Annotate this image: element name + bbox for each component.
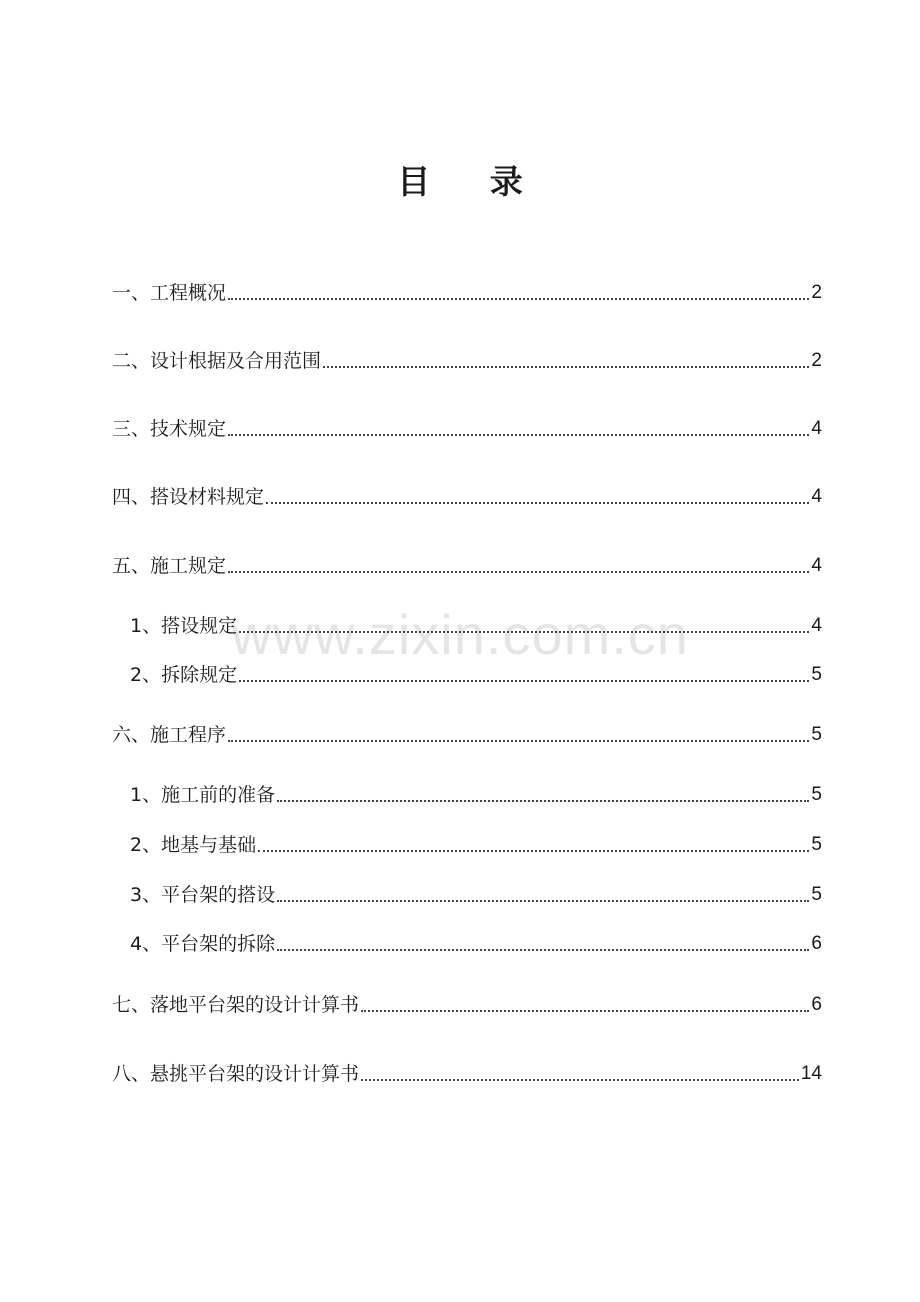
toc-subentry[interactable] [130, 660, 822, 690]
toc-entry-page: 5 [811, 664, 822, 685]
toc-entry-label: 2、拆除规定 [130, 664, 238, 686]
toc-entry-label: 五、施工规定 [112, 555, 227, 577]
toc-entry-label: 三、技术规定 [112, 418, 227, 440]
toc-entry-label: 七、落地平台架的设计计算书 [112, 994, 360, 1016]
dot-leader [228, 298, 809, 300]
dot-leader [277, 900, 809, 902]
toc-entry-label: 3、平台架的搭设 [130, 884, 276, 906]
toc-entry[interactable] [112, 551, 822, 581]
toc-entry-label: 2、地基与基础 [130, 834, 257, 856]
toc-entry[interactable] [112, 482, 822, 512]
dot-leader [323, 366, 809, 368]
toc-entry-page: 5 [811, 784, 822, 805]
toc-entry[interactable] [112, 414, 822, 444]
toc-entry-page: 14 [800, 1063, 822, 1084]
toc-subentry[interactable] [130, 830, 822, 860]
toc-entry-label: 四、搭设材料规定 [112, 486, 265, 508]
toc-entry-label: 一、工程概况 [112, 282, 227, 304]
toc-entry[interactable] [112, 990, 822, 1020]
toc-entry-page: 4 [811, 418, 822, 439]
dot-leader [277, 949, 809, 951]
toc-entry-label: 六、施工程序 [112, 724, 227, 746]
toc-entry-label: 4、平台架的拆除 [130, 933, 276, 955]
toc-entry-page: 4 [811, 555, 822, 576]
toc-entry-label: 1、施工前的准备 [130, 784, 276, 806]
dot-leader [277, 800, 809, 802]
toc-entry[interactable] [112, 1059, 822, 1089]
toc-entry-page: 6 [811, 994, 822, 1015]
dot-leader [239, 631, 809, 633]
toc-entry-page: 2 [811, 350, 822, 371]
toc-entry-label: 1、搭设规定 [130, 615, 238, 637]
dot-leader [239, 680, 809, 682]
watermark: www.zixin.com.cn [231, 603, 689, 666]
toc-entry-label: 八、悬挑平台架的设计计算书 [112, 1063, 360, 1085]
dot-leader [228, 740, 809, 742]
toc-entry-page: 5 [811, 724, 822, 745]
toc-entry-page: 6 [811, 933, 822, 954]
dot-leader [361, 1010, 809, 1012]
dot-leader [258, 850, 809, 852]
dot-leader [361, 1079, 799, 1081]
toc-entry-page: 4 [811, 615, 822, 636]
dot-leader [228, 434, 809, 436]
toc-entry-page: 5 [811, 884, 822, 905]
toc-subentry[interactable] [130, 929, 822, 959]
toc-subentry[interactable] [130, 780, 822, 810]
toc-entry-page: 5 [811, 834, 822, 855]
toc-subentry[interactable] [130, 880, 822, 910]
toc-entry-label: 二、设计根据及合用范围 [112, 350, 322, 372]
toc-subentry[interactable] [130, 611, 822, 641]
dot-leader [228, 571, 809, 573]
toc-entry-page: 2 [811, 282, 822, 303]
toc-entry[interactable] [112, 346, 822, 376]
toc-entry[interactable] [112, 720, 822, 750]
toc-entry[interactable] [112, 278, 822, 308]
page-title: 目 录 [397, 162, 547, 201]
toc-entry-page: 4 [811, 486, 822, 507]
dot-leader [266, 502, 809, 504]
